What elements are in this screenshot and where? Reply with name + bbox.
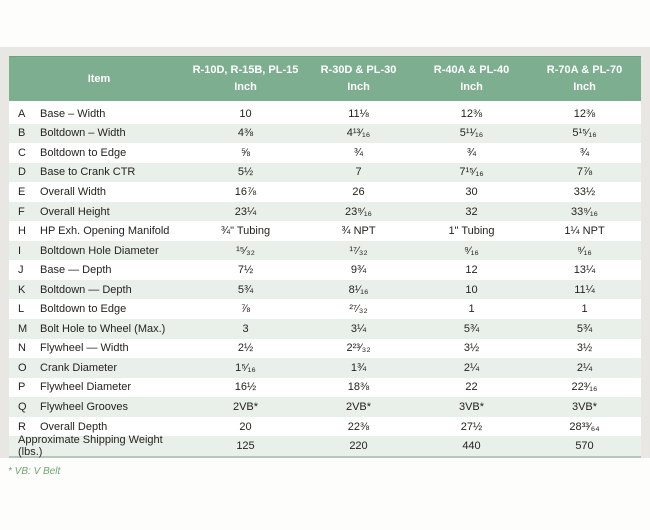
row-value: 9¾ (350, 264, 367, 277)
row-item-label: Overall Width (40, 185, 107, 198)
row-value: 27½ (460, 420, 483, 433)
row-value: 4⅜ (237, 127, 254, 140)
row-value: ¾ NPT (341, 225, 376, 238)
row-value: 1 (581, 303, 588, 316)
column-header-model: R-30D & PL-30 Inch (320, 63, 397, 93)
row-item-label: Boltdown – Width (40, 127, 126, 140)
spec-table (9, 56, 641, 458)
row-value: 4¹³⁄₁₆ (346, 127, 371, 140)
row-item-label: Bolt Hole to Wheel (Max.) (40, 322, 166, 335)
table-row (9, 299, 641, 319)
row-letter: M (18, 322, 28, 335)
row-value: 3VB* (458, 400, 485, 413)
row-letter: P (18, 381, 26, 394)
vb-footnote: * VB: V Belt (8, 466, 61, 477)
table-row (9, 358, 641, 378)
row-item-label: Boltdown — Depth (40, 283, 132, 296)
row-value: ¾" Tubing (220, 225, 271, 238)
row-letter: F (18, 205, 25, 218)
row-value: ¹⁷⁄₃₂ (349, 244, 368, 257)
row-value: ⁹⁄₁₆ (464, 244, 479, 257)
row-item-label: Base — Depth (40, 264, 112, 277)
row-value: 1 (468, 303, 475, 316)
table-row (9, 104, 641, 124)
row-value: ¾ (466, 146, 477, 159)
row-item-label: Boltdown Hole Diameter (40, 244, 159, 257)
table-body (9, 104, 641, 436)
row-value: 33⁹⁄₁₆ (571, 205, 598, 218)
table-row (9, 378, 641, 398)
row-value: 16⅞ (234, 185, 257, 198)
row-letter: E (18, 185, 26, 198)
row-value: 18⅜ (347, 381, 370, 394)
row-item-label: Flywheel Grooves (40, 400, 129, 413)
shipping-weight-value: 570 (575, 440, 594, 453)
table-row (9, 339, 641, 359)
table-row (9, 221, 641, 241)
row-value: 3 (242, 322, 249, 335)
shipping-weight-label: Approximate Shipping Weight (lbs.) (18, 434, 163, 459)
row-value: 5¾ (463, 322, 480, 335)
row-value: 5¾ (576, 322, 593, 335)
row-value: 1" Tubing (448, 225, 495, 238)
row-value: 7 (355, 166, 362, 179)
row-value: 3VB* (571, 400, 598, 413)
row-value: ⅝ (240, 146, 251, 159)
row-value: 30 (465, 185, 478, 198)
row-letter: N (18, 342, 26, 355)
row-item-label: Boltdown to Edge (40, 303, 127, 316)
column-header-model: R-10D, R-15B, PL-15 Inch (192, 63, 299, 93)
row-letter: L (18, 303, 25, 316)
row-value: 12 (465, 264, 478, 277)
row-value: 2²³⁄₃₂ (346, 342, 371, 355)
row-value: 13¼ (573, 264, 596, 277)
row-item-label: Overall Height (40, 205, 110, 218)
row-value: 1¾ (350, 361, 367, 374)
table-row (9, 202, 641, 222)
row-value: 11¼ (574, 283, 595, 296)
row-value: 22 (465, 381, 478, 394)
table-row (9, 163, 641, 183)
row-value: 3¼ (350, 322, 367, 335)
table-row (9, 143, 641, 163)
row-letter: D (18, 166, 26, 179)
row-letter: K (18, 283, 26, 296)
row-value: ⅞ (240, 303, 251, 316)
row-value: 10 (465, 283, 478, 296)
row-letter: O (18, 361, 27, 374)
row-value: 5½ (237, 166, 254, 179)
row-value: ⁹⁄₁₆ (577, 244, 592, 257)
shipping-weight-value: 125 (236, 440, 255, 453)
spec-table-panel (0, 47, 650, 458)
row-value: ²⁷⁄₃₂ (349, 303, 368, 316)
row-value: 3½ (576, 342, 593, 355)
row-letter: I (18, 244, 22, 257)
row-item-label: Overall Depth (40, 420, 108, 433)
row-item-label: Flywheel Diameter (40, 381, 132, 394)
row-value: 7¹⁵⁄₁₆ (459, 166, 484, 179)
row-value: 7½ (237, 264, 254, 277)
row-value: 2¼ (576, 361, 593, 374)
column-header-model: R-40A & PL-40 Inch (433, 63, 510, 93)
table-row (9, 182, 641, 202)
row-item-label: Crank Diameter (40, 361, 118, 374)
column-header-model: R-70A & PL-70 Inch (546, 63, 623, 93)
row-value: 5¹¹⁄₁₆ (459, 127, 484, 140)
row-value: 7⅞ (576, 166, 593, 179)
row-value: 23⁹⁄₁₆ (345, 205, 372, 218)
row-value: 2½ (237, 342, 254, 355)
row-letter: C (18, 146, 26, 159)
row-value: 33½ (573, 185, 596, 198)
row-value: 12⅜ (573, 107, 596, 120)
row-value: 12⅜ (460, 107, 483, 120)
row-letter: R (18, 420, 26, 433)
row-value: 5¾ (237, 283, 254, 296)
table-row (9, 280, 641, 300)
row-value: 1¼ NPT (564, 225, 605, 238)
row-value: 5¹⁵⁄₁₆ (572, 127, 597, 140)
row-value: 20 (239, 420, 252, 433)
table-row (9, 319, 641, 339)
row-value: 32 (465, 205, 478, 218)
row-value: 28³³⁄₆₄ (569, 420, 600, 433)
shipping-weight-value: 220 (349, 440, 368, 453)
shipping-weight-row (9, 434, 641, 459)
column-header-item: Item (87, 73, 111, 85)
row-value: 2VB* (232, 400, 259, 413)
row-item-label: Base to Crank CTR (40, 166, 136, 179)
row-value: 1⁵⁄₁₆ (235, 361, 256, 374)
row-value: ¾ (353, 146, 364, 159)
row-item-label: Base – Width (40, 107, 106, 120)
row-value: 16½ (234, 381, 257, 394)
row-item-label: Flywheel — Width (40, 342, 129, 355)
row-value: 22⅜ (347, 420, 370, 433)
row-letter: B (18, 127, 26, 140)
row-value: ¾ (579, 146, 590, 159)
row-item-label: Boltdown to Edge (40, 146, 127, 159)
table-row (9, 260, 641, 280)
row-value: 8¹⁄₁₆ (348, 283, 369, 296)
table-header-row (9, 56, 641, 101)
row-item-label: HP Exh. Opening Manifold (40, 225, 170, 238)
row-value: 26 (352, 185, 365, 198)
row-value: 2¼ (463, 361, 480, 374)
row-letter: A (18, 107, 26, 120)
table-row (9, 241, 641, 261)
row-letter: J (18, 264, 24, 277)
row-value: 11⅛ (348, 107, 369, 120)
row-value: 10 (239, 107, 252, 120)
row-value: ¹⁵⁄₃₂ (236, 244, 255, 257)
row-value: 3½ (463, 342, 480, 355)
row-letter: H (18, 225, 26, 238)
shipping-weight-value: 440 (462, 440, 481, 453)
table-row (9, 124, 641, 144)
row-value: 2VB* (345, 400, 372, 413)
row-value: 23¼ (234, 205, 257, 218)
row-letter: Q (18, 400, 27, 413)
row-value: 22³⁄₁₆ (571, 381, 598, 394)
table-row (9, 397, 641, 417)
